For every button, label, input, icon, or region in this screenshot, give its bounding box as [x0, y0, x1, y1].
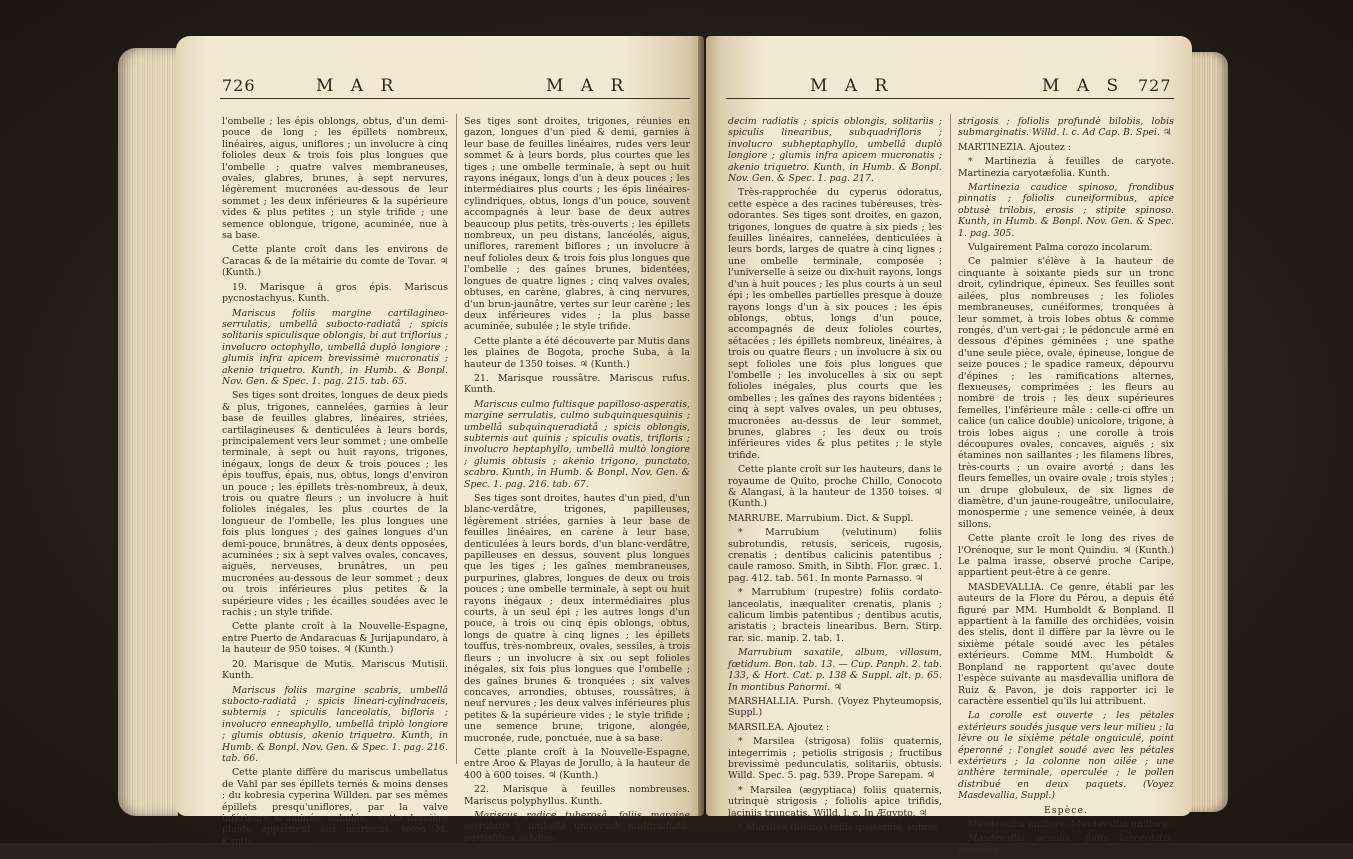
paragraph: Ses tiges sont droites, trigones, réunies en gazon, longues d'un pied & demi, garnies à leur base de feuilles linéaires, rudes vers leur sommet & à leurs bords, plus courtes que les tiges ; une ombelle terminale, à sept ou huit rayons inégaux, longs d'un à deux pouces ; les intermédiaires plus courts ; les épis linéaires-cylindriques, obtus, longs d'un pouce, souvent accompagnés à leur base de deux autres beaucoup plus petits, très-ouverts ; les épillets nombreux, un peu distans, lancéolés, aigus, uniflores, rarement biflores ; un involucre à neuf folioles deux & trois fois plus longues que l'ombelle ; des gaînes brunes, bidentées, longues de quatre lignes ; cinq valves ovales, obtuses, en carène, glabres, à cinq nervures, d'un brun-jaunâtre, vertes sur leur carène ; les deux inférieures vides ; la plus basse acuminée, subulée ; le style trifide. [464, 116, 690, 333]
page-number: 727 [1138, 76, 1172, 95]
paragraph: l'ombelle ; les épis oblongs, obtus, d'un demi-pouce de long ; les épillets nombreux, linéaires, aigus, uniflores ; un involucre à cinq folioles deux & trois fois plus longues que l'ombelle ; quatre valves membraneuses, ovales, glabres, brunes, à sept nervures, légèrement mucronées au-dessous de leur sommet ; les deux inférieures & la supérieure vides & plus petites ; un style trifide ; une semence oblongue, trigone, acuminée, nue à sa base. [222, 116, 448, 242]
header-rule [220, 98, 690, 99]
latin-diagnosis: Masdevallia acaulis, foliis lanceolatis, obtusius- [958, 833, 1174, 856]
header-rule [726, 98, 1174, 99]
left-page-stack [118, 48, 178, 816]
left-column-1 [222, 116, 448, 850]
latin-diagnosis: Martinezia caudice spinoso, frondibus pinnatis ; foliolis cuneiformibus, apice obtusè trilobis, erosis ; stipite spinoso. Kunth, in Humb. & Bonpl. Nov. Gen. & Spec. 1. pag. 305. [958, 182, 1174, 239]
right-page-stack [1188, 52, 1228, 812]
running-header-right: M A R [546, 76, 630, 96]
column-divider [456, 114, 457, 764]
genus-heading: MARRUBE. Marrubium. Dict. & Suppl. [728, 512, 914, 524]
paragraph: * Marrubium (rupestre) foliis cordato-lanceolatis, inæqualiter crenatis, planis ; calicum limbis patentibus ; dentibus acutis, aristatis ; bracteis linearibus. Bern. Stirp. rar. sic. manip. 2. tab. 1. [728, 587, 942, 644]
running-header-right: M A S [1042, 76, 1125, 96]
paragraph: La corolle est ouverte ; les pétales extérieurs soudés jusque vers leur milieu ; la lèvre ou le sixième pétale onguiculé, point éperonné ; l'onglet soudé avec les pétales extérieurs ; la colonne non ailée ; une anthère terminale, operculée ; le pollen distribué en deux paquets. (Voyez Masdevallia, Suppl.) [958, 710, 1174, 802]
right-page [706, 36, 1192, 856]
paragraph: Ses tiges sont droites, longues de deux pieds & plus, trigones, cannelées, garnies à leur base de feuilles glabres, linéaires, striées, cartilagineuses & denticulées à leurs bords, principalement vers leur sommet ; une ombelle terminale, à sept ou huit rayons, trigones, inégaux, longs de deux & trois pouces ; les épis touffus, épais, nus, obtus, longs d'environ un pouce ; les épillets très-nombreux, à deux, trois ou quatre fleurs ; un involucre à huit folioles inégales, les plus courtes de la longueur de l'ombelle, les plus longues une fois plus longues ; des gaînes longues d'un demi-pouce, brunâtres, à deux dents opposées, acuminées ; six à sept valves ovales, concaves, aiguës, nerveuses, brunâtres, un peu mucronées au-dessous de leur sommet ; deux ou trois inférieures plus petites & la supérieure vides ; les écailles soudées avec le rachis ; un style trifide. [222, 390, 448, 619]
page-number: 726 [222, 76, 256, 95]
paragraph: Cette plante diffère du mariscus umbellatus de Vahl par ses épillets ternés & moins denses ; du kobresia cyperina Willden. par ses mêmes épillets presqu'uniflores, par la valve inférieure acuminée, subulée : cette dernière plante appartient aux mariscus, selon M. Kunth. [222, 767, 448, 847]
paragraph: Cette plante a été découverte par Mutis dans les plaines de Bogota, proche Suba, à la hauteur de 1350 toises. ♃ (Kunth.) [464, 335, 690, 370]
paragraph: * Marsilea (ægyptiaca) foliis quaternis, utrinquè strigosis ; foliolis apice trifidis, laciniis truncatis. Willd. l. c. In Ægypto. ♃ [728, 784, 942, 819]
running-header-left: M A R [810, 76, 894, 96]
paragraph: MASDEVALLIA. Ce genre, établi par les auteurs de la Flore du Pérou, a depuis été figuré par MM. Humboldt & Bonpland. Il appartient à la famille des orchidées, voisin des stelis, dont il diffère par la lèvre ou le sixième pétale soudé avec les pétales extérieurs. Comme MM. Humboldt & Bonpland ne rapportent qu'avec doute l'espèce suivante au masdevallia uniflora de Ruiz & Pavon, je dois rapporter ici le caractère essentiel qu'ils lui attribuent. [958, 581, 1174, 707]
paragraph: Ses tiges sont droites, hautes d'un pied, d'un blanc-verdâtre, trigones, papilleuses, légèrement striées, garnies à leur base de feuilles linéaires, en carène à leur base, denticulées à leurs bords, d'un blanc-verdâtre, papilleuses en dessus, souvent plus longues que les tiges ; les gaînes membraneuses, purpurines, glabres, longues de deux ou trois pouces ; une ombelle terminale, à sept ou huit rayons inégaux ; deux intermédiaires plus courts, à un seul épi ; les autres longs d'un pouce, à trois ou cinq épis oblongs, obtus, longs de quatre à cinq lignes ; les épillets touffus, très-nombreux, ovales, sessiles, à trois fleurs ; un involucre à six ou sept folioles inégales, six fois plus longues que l'ombelle ; des gaînes brunes & tronquées ; six valves concaves, arrondies, obtuses, roussâtres, à neuf nervures ; les deux valves inférieures plus petites & la supérieure vides ; le style trifide ; une semence brune, trigone, alongée, mucronée, rude, ponctuée, nue à sa base. [464, 493, 690, 744]
latin-diagnosis: decim radiatis ; spicis oblongis, solitariis ; spiculis linearibus, subquadrifloris ; involucro subheptaphyllo, umbellâ duplò longiore ; glumis infra apicem mucronatis ; akenio triquetro. Kunth, in Humb. & Bonpl. Nov. Gen. & Spec. 1. pag. 217. [728, 116, 942, 185]
paragraph: Très-rapprochée du cyperus odoratus, cette espèce a des racines tubéreuses, très-odorantes. Ses tiges sont droites, en gazon, trigones, longues de quatre à six pieds ; les feuilles linéaires, cannelées, denticulées à leurs bords, larges de quatre à cinq lignes ; une ombelle terminale, composée ; l'universelle à seize ou dix-huit rayons, longs d'un à huit pouces ; les plus courts à un seul épi ; les ombelles partielles presque à douze rayons longs d'un à six pouces ; les épis oblongs, obtus, longs d'un pouce, accompagnés de deux folioles courtes, sétacées ; les épillets nombreux, linéaires, à trois ou quatre fleurs ; un involucre à six ou sept folioles une fois plus longues que l'ombelle ; les involucelles à six ou sept folioles inégales, plus courts que les ombelles ; les gaînes des rayons bidentées ; cinq à sept valves ovales, un peu obtuses, mucronées au-dessus de leur sommet, brunes, glabres ; les deux ou trois inférieures vides & plus petites ; le style trifide. [728, 187, 942, 461]
paragraph: Cette plante croît sur les hauteurs, dans le royaume de Quito, proche Chillo, Conocoto & Alangasi, à la hauteur de 1350 toises. ♃ (Kunth.) [728, 464, 942, 510]
paragraph: Ce palmier s'élève à la hauteur de cinquante à soixante pieds sur un tronc droit, cylindrique, épineux. Ses feuilles sont ailées, plus nombreuses ; les folioles membraneuses, cunéiformes, tronquées à leur sommet, à trois lobes obtus & comme rongés, d'un vert-gai ; le pédoncule armé en dessous d'épines géminées ; une spathe d'une seule pièce, ovale, épineuse, longue de seize pouces ; le spadice rameux, dépourvu d'épines ; les ramifications alternes, flexueuses, comprimées ; les fleurs au nombre de trois ; les deux supérieures femelles, l'inférieure mâle : celle-ci offre un calice (un calice double) unicolore, trigone, à trois lobes aigus ; une corolle à trois découpures ovales, concaves, aiguës ; six étamines non saillantes ; les filamens libres, très-courts ; un ovaire avorté ; dans les fleurs femelles, un ovaire ovale ; trois styles ; un drupe globuleux, de six lignes de diamètre, d'un jaune-rougeâtre, uniloculaire, monosperme ; une semence veinée, à deux sillons. [958, 256, 1174, 530]
column-divider [950, 114, 951, 764]
species-heading: 21. Marisque roussâtre. Mariscus rufus. Kunth. [464, 372, 690, 396]
paragraph: Cette plante croît le long des rives de l'Orénoque, sur le mont Quindiu. ♃ (Kunth.) Le palma irasse, observé proche Caripe, appartient peut-être à ce genre. [958, 533, 1174, 579]
paragraph: Marrubium saxatile, album, villosum, fœtidum. Bon. tab. 13. — Cup. Panph. 2. tab. 133, & Hort. Cat. p. 138 & Suppl. alt. p. 65. In montibus Panormi. ♃ [728, 647, 942, 693]
species-heading: 20. Marisque de Mutis. Mariscus Mutisii. Kunth. [222, 658, 448, 682]
paragraph: Cette plante croît à la Nouvelle-Espagne, entre Aroo & Playas de Jorullo, à la hauteur de 400 à 600 toises. ♃ (Kunth.) [464, 746, 690, 781]
species-heading: 19. Marisque à gros épis. Mariscus pycnostachyus. Kunth. [222, 281, 448, 305]
paragraph: Cette plante croît dans les environs de Caracas & de la métairie du comte de Tovar. ♃ (Kunth.) [222, 244, 448, 279]
right-column-2 [958, 116, 1174, 859]
left-column-2 [464, 116, 690, 847]
latin-diagnosis: Mariscus foliis margine scabris, umbellâ subocto-radiatâ ; spicis lineari-cylindraceis, subternis ; spiculis lanceolatis, bifloris ; involucro enneaphyllo, umbellâ triplò longiore ; glumis obtusis, akenio triquetro. Kunth, in Humb. & Bonpl. Nov. Gen. & Spec. 1. pag. 216. tab. 66. [222, 684, 448, 764]
latin-diagnosis: Mariscus foliis margine cartilagineo-serrulatis, umbellâ subocto-radiatâ ; spicis solitariis spiculisque oblongis, bi aut triflorius ; involucro octophyllo, umbellâ duplò longiore ; glumis infra apicem brevissimè mucronatis ; akenio triquetro. Kunth, in Humb. & Bonpl. Nov. Gen. & Spec. 1. pag. 215. tab. 65. [222, 307, 448, 387]
genus-heading: MARSILEA. Ajoutez : [728, 721, 830, 733]
species-heading: Masdevallia uniflore. Masdevallia uniflora. [968, 818, 1171, 830]
running-header-left: M A R [316, 76, 400, 96]
species-heading: 22. Marisque à feuilles nombreuses. Mariscus polyphyllus. Kunth. [464, 784, 690, 807]
paragraph: Cette plante croît à la Nouvelle-Espagne, entre Puerto de Andaracuas & Jurijapundaro, à la hauteur de 950 toises. ♃ (Kunth.) [222, 621, 448, 656]
latin-diagnosis: Mariscus culmo fultisque papilloso-asperatis, margine serrulatis, culmo subquinquesquinis ; umbellâ subquinqueradiatâ ; spicis oblongis, subternis aut quinis ; spiculis ovatis, trifloris ; involucro heptaphyllo, umbellâ multò longiore ; glumis obtusis ; akenio trigono, punctato, scabro. Kunth, in Humb. & Bonpl. Nov. Gen. & Spec. 1. pag. 216. tab. 67. [464, 398, 690, 490]
section-heading: Espèce. [1044, 804, 1088, 816]
latin-diagnosis: Mariscus radice tuberosâ, foliis margine serrulatis ; umbellâ universali multiradiatâ, partialibus subduo- [464, 809, 690, 844]
paragraph: Vulgairement Palma corozo incolarum. [968, 242, 1153, 254]
paragraph: * Marsilea (strigosa) foliis quaternis, integerrimis ; petiolis strigosis ; fructibus brevissimè pedunculatis, solitariis, obtusis. Willd. Spec. 5. pag. 539. Prope Sarepam. ♃ [728, 736, 942, 782]
right-column-1 [728, 116, 942, 836]
latin-diagnosis: strigosis ; foliolis profundè bilobis, lobis submarginatis. Willd. l. c. Ad Cap. B. Spei. ♃ [958, 116, 1174, 139]
paragraph: * Marsilea (biloba) foliis quaternis, subius [738, 821, 938, 833]
left-page [176, 36, 704, 847]
genus-heading: MARTINEZIA. Ajoutez : [958, 141, 1071, 153]
genus-heading: MARSHALLIA. Pursh. (Voyez Phyteumopsis, Suppl.) [728, 695, 942, 719]
species-heading: * Martinezia à feuilles de caryote. Martinezia caryotæfolia. Kunth. [958, 156, 1174, 179]
paragraph: * Marrubium (velutinum) foliis subrotundis, retusis, sericeis, rugosis, crenatis ; dentibus calicinis patentibus ; caule ramoso. Smith, in Sibth. Flor. græc. 1. pag. 412. tab. 561. In monte Parnasso. ♃ [728, 527, 942, 584]
